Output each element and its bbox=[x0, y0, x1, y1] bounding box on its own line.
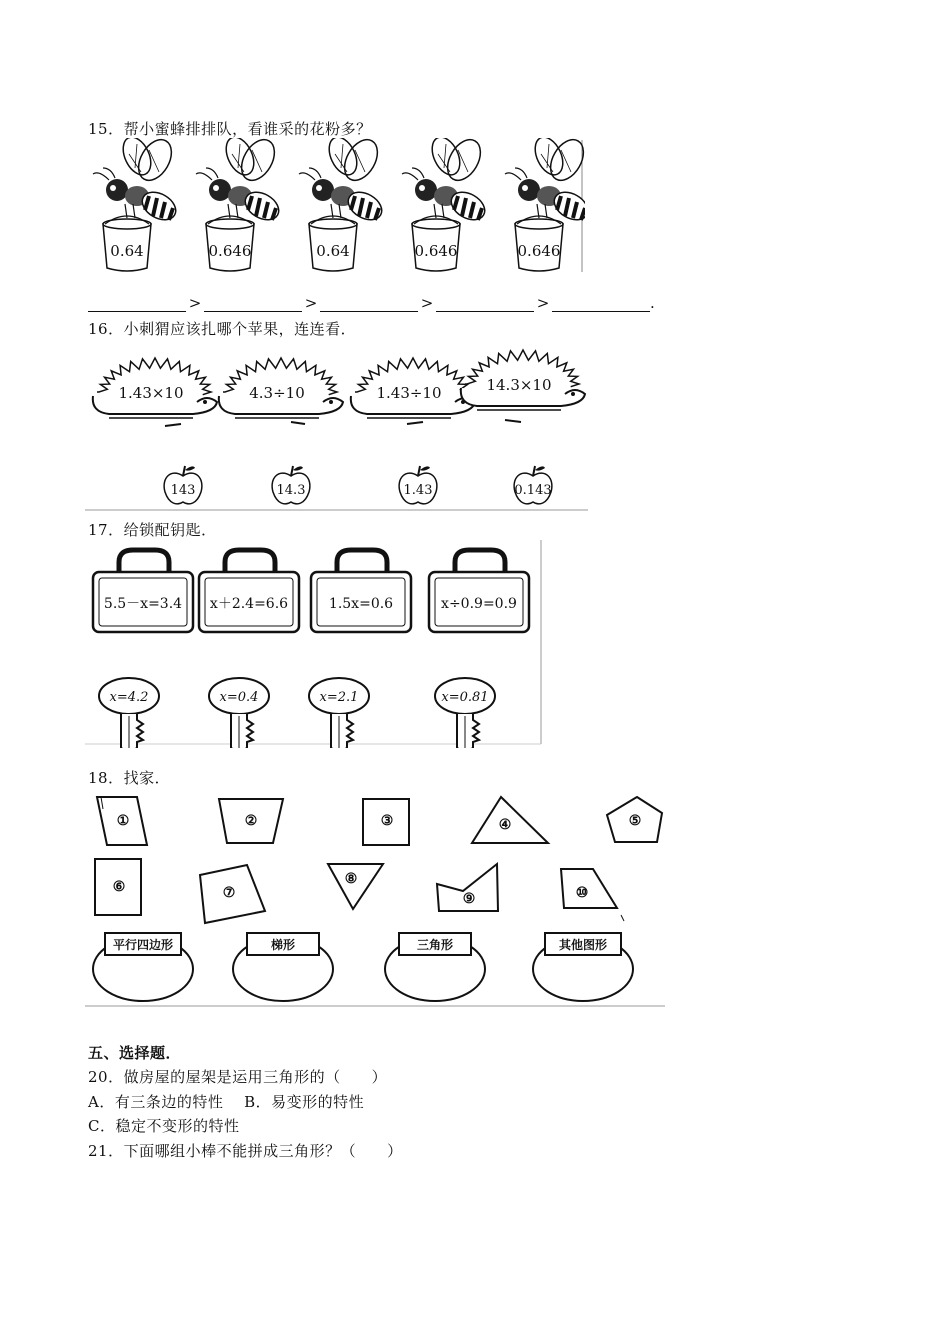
hedgehog-expression: 4.3÷10 bbox=[249, 384, 305, 402]
key bbox=[309, 678, 369, 748]
bee bbox=[93, 138, 181, 271]
shape-number: ⑥ bbox=[112, 879, 126, 895]
bucket-value: 0.64 bbox=[316, 242, 350, 260]
shape-home bbox=[385, 933, 485, 1001]
key bbox=[209, 678, 269, 748]
blank-5[interactable] bbox=[552, 296, 650, 312]
lock-equation: x÷0.9=0.9 bbox=[441, 596, 517, 612]
lock bbox=[93, 550, 193, 632]
blank-4[interactable] bbox=[436, 296, 534, 312]
hedgehog-expression: 1.43÷10 bbox=[376, 384, 442, 402]
shape-home bbox=[93, 933, 193, 1001]
hedgehog bbox=[461, 350, 585, 410]
hedgehog bbox=[351, 358, 475, 418]
lock bbox=[199, 550, 299, 632]
shape-number: ⑧ bbox=[344, 871, 358, 887]
key-value: x=0.81 bbox=[441, 690, 489, 705]
apple bbox=[272, 466, 310, 504]
question-20-option-c: C．稳定不变形的特性 bbox=[88, 1117, 240, 1135]
question-20-text: 20．做房屋的屋架是运用三角形的（ ） bbox=[88, 1068, 388, 1086]
home-label: 三角形 bbox=[416, 938, 454, 952]
key bbox=[99, 678, 159, 748]
shape-number: ⑨ bbox=[462, 891, 476, 907]
question-20-options-ab: A．有三条边的特性 B．易变形的特性 bbox=[88, 1093, 365, 1111]
shape-number: ④ bbox=[498, 817, 512, 833]
blank-1[interactable] bbox=[88, 296, 186, 312]
lock-equation: x＋2.4=6.6 bbox=[209, 596, 289, 612]
bucket-value: 0.646 bbox=[208, 242, 252, 260]
blank-3[interactable] bbox=[320, 296, 418, 312]
shape-number: ⑤ bbox=[628, 813, 642, 829]
key-value: x=2.1 bbox=[319, 690, 359, 705]
key bbox=[435, 678, 495, 748]
lock-equation: 5.5－x=3.4 bbox=[103, 596, 183, 612]
question-15-text: 15．帮小蜜蜂排排队，看谁采的花粉多？ bbox=[88, 120, 372, 138]
apple-value: 1.43 bbox=[403, 483, 433, 498]
question-17-text: 17．给锁配钥匙． bbox=[88, 521, 217, 539]
home-label: 其他图形 bbox=[558, 938, 608, 952]
locks-figure bbox=[85, 538, 545, 748]
key-value: x=4.2 bbox=[109, 690, 149, 705]
gt-sign: > bbox=[188, 294, 202, 312]
gt-sign: > bbox=[304, 294, 318, 312]
home-label: 平行四边形 bbox=[112, 938, 174, 952]
lock-equation: 1.5x=0.6 bbox=[328, 596, 394, 612]
shape-home bbox=[533, 933, 633, 1001]
bucket-value: 0.64 bbox=[110, 242, 144, 260]
apple-value: 14.3 bbox=[276, 483, 306, 498]
shape-number: ⑩ bbox=[575, 885, 589, 901]
blank-2[interactable] bbox=[204, 296, 302, 312]
bee bbox=[299, 138, 387, 271]
bee bbox=[196, 138, 284, 271]
lock bbox=[311, 550, 411, 632]
gt-sign: > bbox=[420, 294, 434, 312]
period: . bbox=[650, 294, 655, 312]
bees-figure bbox=[85, 138, 585, 274]
question-16-text: 16．小刺猬应该扎哪个苹果，连连看． bbox=[88, 320, 357, 338]
hedgehog-expression: 1.43×10 bbox=[118, 384, 184, 402]
bee bbox=[402, 138, 490, 271]
shape-number: ⑦ bbox=[222, 885, 236, 901]
bucket-value: 0.646 bbox=[517, 242, 561, 260]
apple bbox=[164, 466, 202, 504]
hedgehog bbox=[219, 358, 343, 418]
hedgehog-expression: 14.3×10 bbox=[486, 376, 552, 394]
bucket-value: 0.646 bbox=[414, 242, 458, 260]
apple bbox=[399, 466, 437, 504]
shape-home bbox=[233, 933, 333, 1001]
question-18-text: 18．找家． bbox=[88, 769, 171, 787]
answer-blanks-15 bbox=[88, 294, 655, 312]
shape-number: ① bbox=[116, 813, 130, 829]
gt-sign: > bbox=[536, 294, 550, 312]
key-value: x=0.4 bbox=[219, 690, 259, 705]
bee bbox=[505, 138, 585, 271]
hedgehogs-figure bbox=[85, 338, 590, 513]
apple-value: 0.143 bbox=[514, 483, 552, 498]
shape-number: ③ bbox=[380, 813, 394, 829]
lock bbox=[429, 550, 529, 632]
apple-value: 143 bbox=[170, 483, 196, 498]
shapes-figure bbox=[85, 787, 670, 1009]
apple bbox=[514, 466, 552, 504]
question-21-text: 21．下面哪组小棒不能拼成三角形？（ ） bbox=[88, 1142, 403, 1160]
hedgehog bbox=[93, 358, 217, 418]
section-5-heading: 五、选择题． bbox=[88, 1044, 182, 1062]
home-label: 梯形 bbox=[270, 938, 296, 952]
shape-number: ② bbox=[244, 813, 258, 829]
